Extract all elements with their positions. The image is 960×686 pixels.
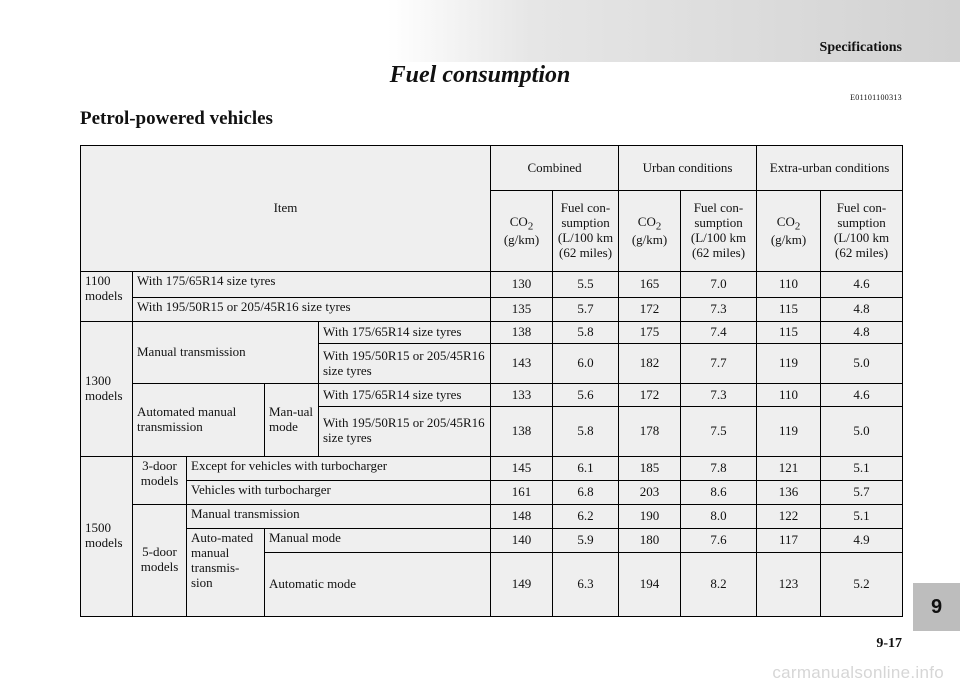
cell: 6.1 [553,456,619,480]
cell: 6.8 [553,480,619,504]
cell: 5.8 [553,406,619,456]
cell: 190 [619,504,681,528]
row-label: With 175/65R14 size tyres [133,272,491,298]
manual-transmission-label: Manual transmission [133,322,319,384]
cell: 172 [619,298,681,322]
co2-subscript: 2 [527,220,534,233]
cell: 115 [757,298,821,322]
co2-unit: (g/km) [503,231,540,247]
cell: 6.0 [553,344,619,384]
page-number: 9-17 [876,636,902,651]
section-title: Specifications [819,40,902,55]
row-label: With 175/65R14 size tyres [319,384,491,406]
cell: 110 [757,384,821,406]
cell: 194 [619,552,681,616]
row-label: Vehicles with turbocharger [187,480,491,504]
cell: 5.0 [821,406,903,456]
cell: 180 [619,528,681,552]
cell: 8.0 [681,504,757,528]
cell: 6.2 [553,504,619,528]
reference-code: E01101100313 [850,93,902,102]
table-row [81,456,903,480]
extra-urban-header: Extra-urban conditions [757,146,903,191]
fuel-consumption-table [80,145,903,617]
cell: 119 [757,344,821,384]
cell: 7.4 [681,322,757,344]
row-label: With 175/65R14 size tyres [319,322,491,344]
watermark: carmanualsonline.info [772,663,944,682]
cell: 7.0 [681,272,757,298]
cell: 4.8 [821,298,903,322]
row-label: Manual transmission [187,504,491,528]
cell: 165 [619,272,681,298]
item-header: Item [81,146,491,272]
cell: 5.6 [553,384,619,406]
cell: 4.9 [821,528,903,552]
cell: 7.8 [681,456,757,480]
cell: 5.5 [553,272,619,298]
cell: 5.7 [821,480,903,504]
cell: 149 [491,552,553,616]
fuel-header-extra-urban: Fuel con-sumption (L/100 km (62 miles) [821,191,903,272]
cell: 7.3 [681,298,757,322]
co2-header-extra-urban [757,191,821,272]
cell: 5.1 [821,504,903,528]
cell: 138 [491,322,553,344]
row-label: Automatic mode [265,552,491,616]
manual-mode-short-label: Man-ual mode [265,384,319,456]
table-row [81,322,903,344]
cell: 4.6 [821,272,903,298]
table-row [81,272,903,298]
cell: 148 [491,504,553,528]
cell: 122 [757,504,821,528]
cell: 172 [619,384,681,406]
cell: 138 [491,406,553,456]
cell: 8.2 [681,552,757,616]
co2-unit: (g/km) [770,231,807,247]
cell: 203 [619,480,681,504]
cell: 8.6 [681,480,757,504]
cell: 121 [757,456,821,480]
cell: 161 [491,480,553,504]
cell: 175 [619,322,681,344]
cell: 117 [757,528,821,552]
row-label: With 195/50R15 or 205/45R16 size tyres [319,406,491,456]
urban-header: Urban conditions [619,146,757,191]
header-row-groups [81,146,903,191]
door-5-label: 5-door models [133,504,187,616]
co2-unit: (g/km) [631,231,668,247]
cell: 4.8 [821,322,903,344]
row-label: With 195/50R15 or 205/45R16 size tyres [133,298,491,322]
cell: 135 [491,298,553,322]
co2-header-urban [619,191,681,272]
cell: 5.7 [553,298,619,322]
co2-label: CO [637,213,656,229]
table-row [81,528,903,552]
fuel-header-urban: Fuel con-sumption (L/100 km (62 miles) [681,191,757,272]
cell: 140 [491,528,553,552]
cell: 6.3 [553,552,619,616]
co2-subscript: 2 [655,220,662,233]
door-3-label: 3-door models [133,456,187,504]
row-label: Except for vehicles with turbocharger [187,456,491,480]
page-title: Fuel consumption [389,62,571,88]
cell: 115 [757,322,821,344]
model-1500: 1500 models [81,456,133,616]
row-label: With 195/50R15 or 205/45R16 size tyres [319,344,491,384]
row-label: Manual mode [265,528,491,552]
cell: 136 [757,480,821,504]
section-subtitle: Petrol-powered vehicles [80,108,273,129]
cell: 7.7 [681,344,757,384]
combined-header: Combined [491,146,619,191]
cell: 130 [491,272,553,298]
cell: 5.9 [553,528,619,552]
cell: 110 [757,272,821,298]
cell: 5.1 [821,456,903,480]
co2-subscript: 2 [794,220,801,233]
automated-manual-transmission-label: Automated manual transmission [133,384,265,456]
table-row [81,384,903,406]
co2-label: CO [776,213,795,229]
cell: 7.5 [681,406,757,456]
fuel-header-combined: Fuel con-sumption (L/100 km (62 miles) [553,191,619,272]
co2-header-combined [491,191,553,272]
cell: 7.6 [681,528,757,552]
cell: 182 [619,344,681,384]
cell: 7.3 [681,384,757,406]
chapter-tab: 9 [913,583,960,631]
cell: 119 [757,406,821,456]
model-1100: 1100 models [81,272,133,322]
cell: 4.6 [821,384,903,406]
cell: 133 [491,384,553,406]
cell: 185 [619,456,681,480]
table-row [81,298,903,322]
table-row [81,480,903,504]
cell: 5.0 [821,344,903,384]
model-1300: 1300 models [81,322,133,456]
cell: 5.8 [553,322,619,344]
cell: 143 [491,344,553,384]
cell: 5.2 [821,552,903,616]
table-row [81,504,903,528]
cell: 145 [491,456,553,480]
cell: 178 [619,406,681,456]
cell: 123 [757,552,821,616]
auto-manual-transmission-label: Auto-mated manual transmis-sion [187,528,265,616]
co2-label: CO [509,213,528,229]
